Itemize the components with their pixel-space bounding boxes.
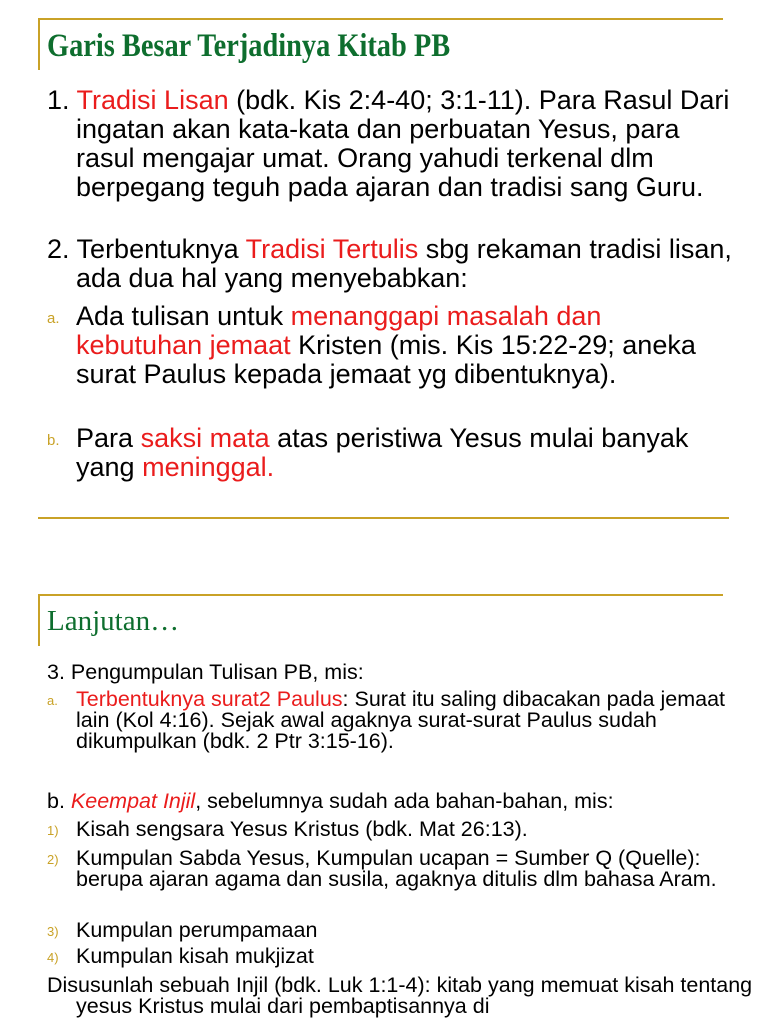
- item-2-highlight: Tradisi Tertulis: [245, 234, 419, 264]
- sub-a-marker: a.: [47, 310, 60, 327]
- slide2-sub-b-text: , sebelumnya sudah ada bahan-bahan, mis:: [195, 789, 614, 813]
- sub-a-text-block: [76, 302, 717, 389]
- slide2-top-rule: [38, 594, 723, 596]
- slide1-item-2: [47, 235, 736, 293]
- list-1-marker: 1): [47, 823, 59, 838]
- slide1-title: Garis Besar Terjadinya Kitab PB: [47, 28, 451, 64]
- slide2-title: Lanjutan…: [47, 605, 180, 637]
- slide2-sub-a-marker: a.: [47, 693, 58, 708]
- slide2-closing: Disusunlah sebuah Injil (bdk. Luk 1:1-4): kitab yang memuat kisah tentang yesus Kristus mulai dari pembaptisannya di: [47, 973, 753, 1018]
- slide2-list-item-1: [47, 819, 737, 840]
- sub-a-highlight: menanggapi masalah dan kebutuhan jemaat: [76, 301, 602, 360]
- slide2-sub-a-text: : Surat itu saling dibacakan pada jemaat lain (Kol 4:16). Sejak awal agaknya surat-surat Paulus sudah dikumpulkan (bdk. 2 Ptr 3:15-16).: [76, 687, 725, 753]
- slide1-item-1: [47, 86, 736, 202]
- slide2-list-item-3: [47, 920, 737, 941]
- slide1-sub-a: [47, 302, 717, 389]
- sub-b-highlight-1: saksi mata: [140, 423, 270, 453]
- slide2-list-item-2: [47, 848, 737, 890]
- item-2-text: sbg rekaman tradisi lisan, ada dua hal yang menyebabkan:: [76, 234, 732, 293]
- item-1-text: (bdk. Kis 2:4-40; 3:1-11). Para Rasul Dari ingatan akan kata-kata dan perbuatan Yesus, para rasul mengajar umat. Orang yahudi terkenal dlm berpegang teguh pada ajaran dan tradisi sang Guru.: [76, 85, 730, 202]
- sub-a-text: Kristen (mis. Kis 15:22-29; aneka surat Paulus kepada jemaat yg dibentuknya).: [76, 330, 696, 389]
- sub-b-marker: b.: [47, 432, 60, 449]
- sub-a-pre: Ada tulisan untuk: [76, 301, 284, 331]
- list-2-marker: 2): [47, 852, 59, 867]
- slide2-item-3: 3. Pengumpulan Tulisan PB, mis:: [47, 660, 364, 684]
- sub-b-mid: atas peristiwa Yesus mulai banyak yang: [76, 423, 689, 482]
- item-1-number: 1.: [47, 85, 70, 115]
- slide1-sub-b: [47, 424, 717, 482]
- list-2-text: Kumpulan Sabda Yesus, Kumpulan ucapan = Sumber Q (Quelle): berupa ajaran agama dan susila, agaknya ditulis dlm bahasa Aram.: [76, 846, 717, 891]
- sub-b-text-block: [76, 424, 717, 482]
- slide2-sub-b: [47, 791, 737, 812]
- slide2-sub-b-pre: b.: [47, 789, 65, 813]
- list-4-text: Kumpulan kisah mukjizat: [76, 944, 314, 968]
- slide2-list-item-4: [47, 946, 737, 967]
- slide2-sub-a: [47, 689, 737, 752]
- item-2-number: 2.: [47, 234, 70, 264]
- list-3-marker: 3): [47, 924, 59, 939]
- slide1-left-rule: [38, 18, 40, 70]
- sub-b-highlight-2: meninggal.: [142, 452, 275, 482]
- slide2-left-rule: [38, 594, 40, 646]
- slide2-sub-a-highlight: Terbentuknya surat2 Paulus: [76, 687, 343, 711]
- slide1-bottom-rule: [38, 517, 729, 519]
- slide1-top-rule: [38, 18, 723, 20]
- sub-b-pre: Para: [76, 423, 134, 453]
- slide2-sub-a-text-block: [76, 689, 737, 752]
- item-1-highlight: Tradisi Lisan: [76, 85, 229, 115]
- list-1-text: Kisah sengsara Yesus Kristus (bdk. Mat 26:13).: [76, 817, 528, 841]
- slide2-sub-b-highlight: Keempat Injil: [70, 789, 196, 813]
- list-3-text: Kumpulan perumpamaan: [76, 918, 318, 942]
- item-2-pre: Terbentuknya: [76, 234, 239, 264]
- list-4-marker: 4): [47, 950, 59, 965]
